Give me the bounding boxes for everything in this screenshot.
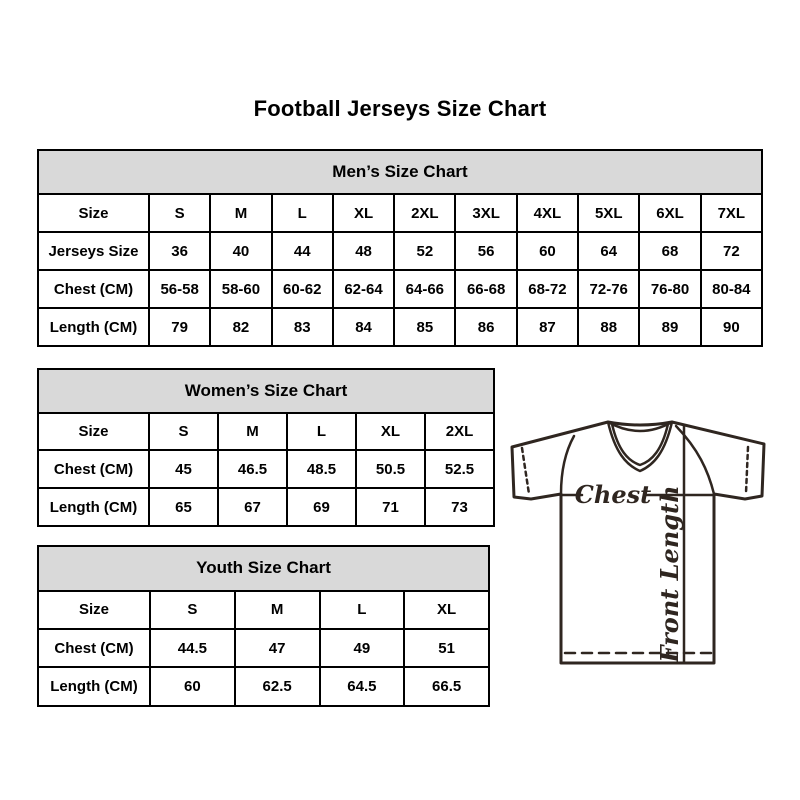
right-sleeve-seam — [676, 426, 714, 494]
cell: 69 — [287, 488, 356, 526]
cell: 66-68 — [455, 270, 516, 308]
cell: 56-58 — [149, 270, 210, 308]
table-row — [38, 667, 489, 706]
table-row — [38, 629, 489, 667]
jersey-lines — [512, 422, 764, 663]
cell: 68-72 — [517, 270, 578, 308]
cell: 86 — [455, 308, 516, 346]
cell: 47 — [235, 629, 320, 667]
cell: 46.5 — [218, 450, 287, 488]
cell: 58-60 — [210, 270, 271, 308]
cell: 52 — [394, 232, 455, 270]
cell: 64.5 — [320, 667, 405, 706]
cell: 65 — [149, 488, 218, 526]
cell: 3XL — [455, 194, 516, 232]
cell: 64-66 — [394, 270, 455, 308]
cell: 60 — [517, 232, 578, 270]
cell: 85 — [394, 308, 455, 346]
cell: M — [210, 194, 271, 232]
cell: 64 — [578, 232, 639, 270]
cell: 49 — [320, 629, 405, 667]
cell: 44 — [272, 232, 333, 270]
cell: M — [218, 413, 287, 451]
row-label: Chest (CM) — [38, 450, 149, 488]
cell: 67 — [218, 488, 287, 526]
jersey-outline — [512, 422, 764, 663]
cell: 89 — [639, 308, 700, 346]
right-cuff-dashed-line — [746, 447, 748, 493]
table-row — [38, 194, 762, 232]
cell: 68 — [639, 232, 700, 270]
cell: 88 — [578, 308, 639, 346]
table-header-row — [38, 546, 489, 591]
table-row — [38, 413, 494, 451]
left-cuff-dashed-line — [522, 448, 529, 494]
collar-outer-v — [608, 422, 672, 471]
cell: 79 — [149, 308, 210, 346]
cell: 50.5 — [356, 450, 425, 488]
cell: 84 — [333, 308, 394, 346]
table-row — [38, 308, 762, 346]
cell: 80-84 — [701, 270, 762, 308]
table-header-row — [38, 369, 494, 413]
cell: 90 — [701, 308, 762, 346]
cell: 72-76 — [578, 270, 639, 308]
table-row — [38, 270, 762, 308]
cell: 56 — [455, 232, 516, 270]
cell: XL — [404, 591, 489, 629]
cell: 45 — [149, 450, 218, 488]
chest-label: Chest — [574, 480, 652, 509]
cell: S — [149, 413, 218, 451]
cell: L — [320, 591, 405, 629]
cell: 51 — [404, 629, 489, 667]
cell: 40 — [210, 232, 271, 270]
cell: 5XL — [578, 194, 639, 232]
cell: 7XL — [701, 194, 762, 232]
cell: 60-62 — [272, 270, 333, 308]
cell: 2XL — [425, 413, 494, 451]
cell: 82 — [210, 308, 271, 346]
cell: M — [235, 591, 320, 629]
cell: 87 — [517, 308, 578, 346]
page-title: Football Jerseys Size Chart — [253, 96, 547, 121]
cell: 62.5 — [235, 667, 320, 706]
cell: 36 — [149, 232, 210, 270]
cell: 48 — [333, 232, 394, 270]
table-header-row — [38, 150, 762, 194]
cell: L — [272, 194, 333, 232]
cell: 73 — [425, 488, 494, 526]
left-sleeve-seam — [561, 436, 574, 494]
row-label: Size — [38, 413, 149, 451]
youth-size-table — [37, 545, 490, 707]
cell: S — [149, 194, 210, 232]
cell: L — [287, 413, 356, 451]
row-label: Chest (CM) — [38, 629, 150, 667]
womens-size-table — [37, 368, 495, 527]
row-label: Length (CM) — [38, 488, 149, 526]
cell: 83 — [272, 308, 333, 346]
table-title: Women’s Size Chart — [38, 369, 494, 413]
table-row — [38, 591, 489, 629]
cell: 48.5 — [287, 450, 356, 488]
cell: 60 — [150, 667, 235, 706]
table-title: Youth Size Chart — [38, 546, 489, 591]
jersey-diagram — [498, 414, 778, 669]
cell: 4XL — [517, 194, 578, 232]
cell: 76-80 — [639, 270, 700, 308]
mens-size-table — [37, 149, 763, 347]
cell: 2XL — [394, 194, 455, 232]
row-label: Length (CM) — [38, 667, 150, 706]
cell: 62-64 — [333, 270, 394, 308]
row-label: Chest (CM) — [38, 270, 149, 308]
cell: 66.5 — [404, 667, 489, 706]
row-label: Size — [38, 591, 150, 629]
cell: 44.5 — [150, 629, 235, 667]
row-label: Jerseys Size — [38, 232, 149, 270]
cell: 72 — [701, 232, 762, 270]
table-row — [38, 450, 494, 488]
cell: 52.5 — [425, 450, 494, 488]
row-label: Length (CM) — [38, 308, 149, 346]
table-row — [38, 232, 762, 270]
cell: XL — [356, 413, 425, 451]
row-label: Size — [38, 194, 149, 232]
cell: 6XL — [639, 194, 700, 232]
cell: S — [150, 591, 235, 629]
table-title: Men’s Size Chart — [38, 150, 762, 194]
cell: 71 — [356, 488, 425, 526]
table-row — [38, 488, 494, 526]
front-length-label: Front Length — [655, 485, 684, 663]
cell: XL — [333, 194, 394, 232]
